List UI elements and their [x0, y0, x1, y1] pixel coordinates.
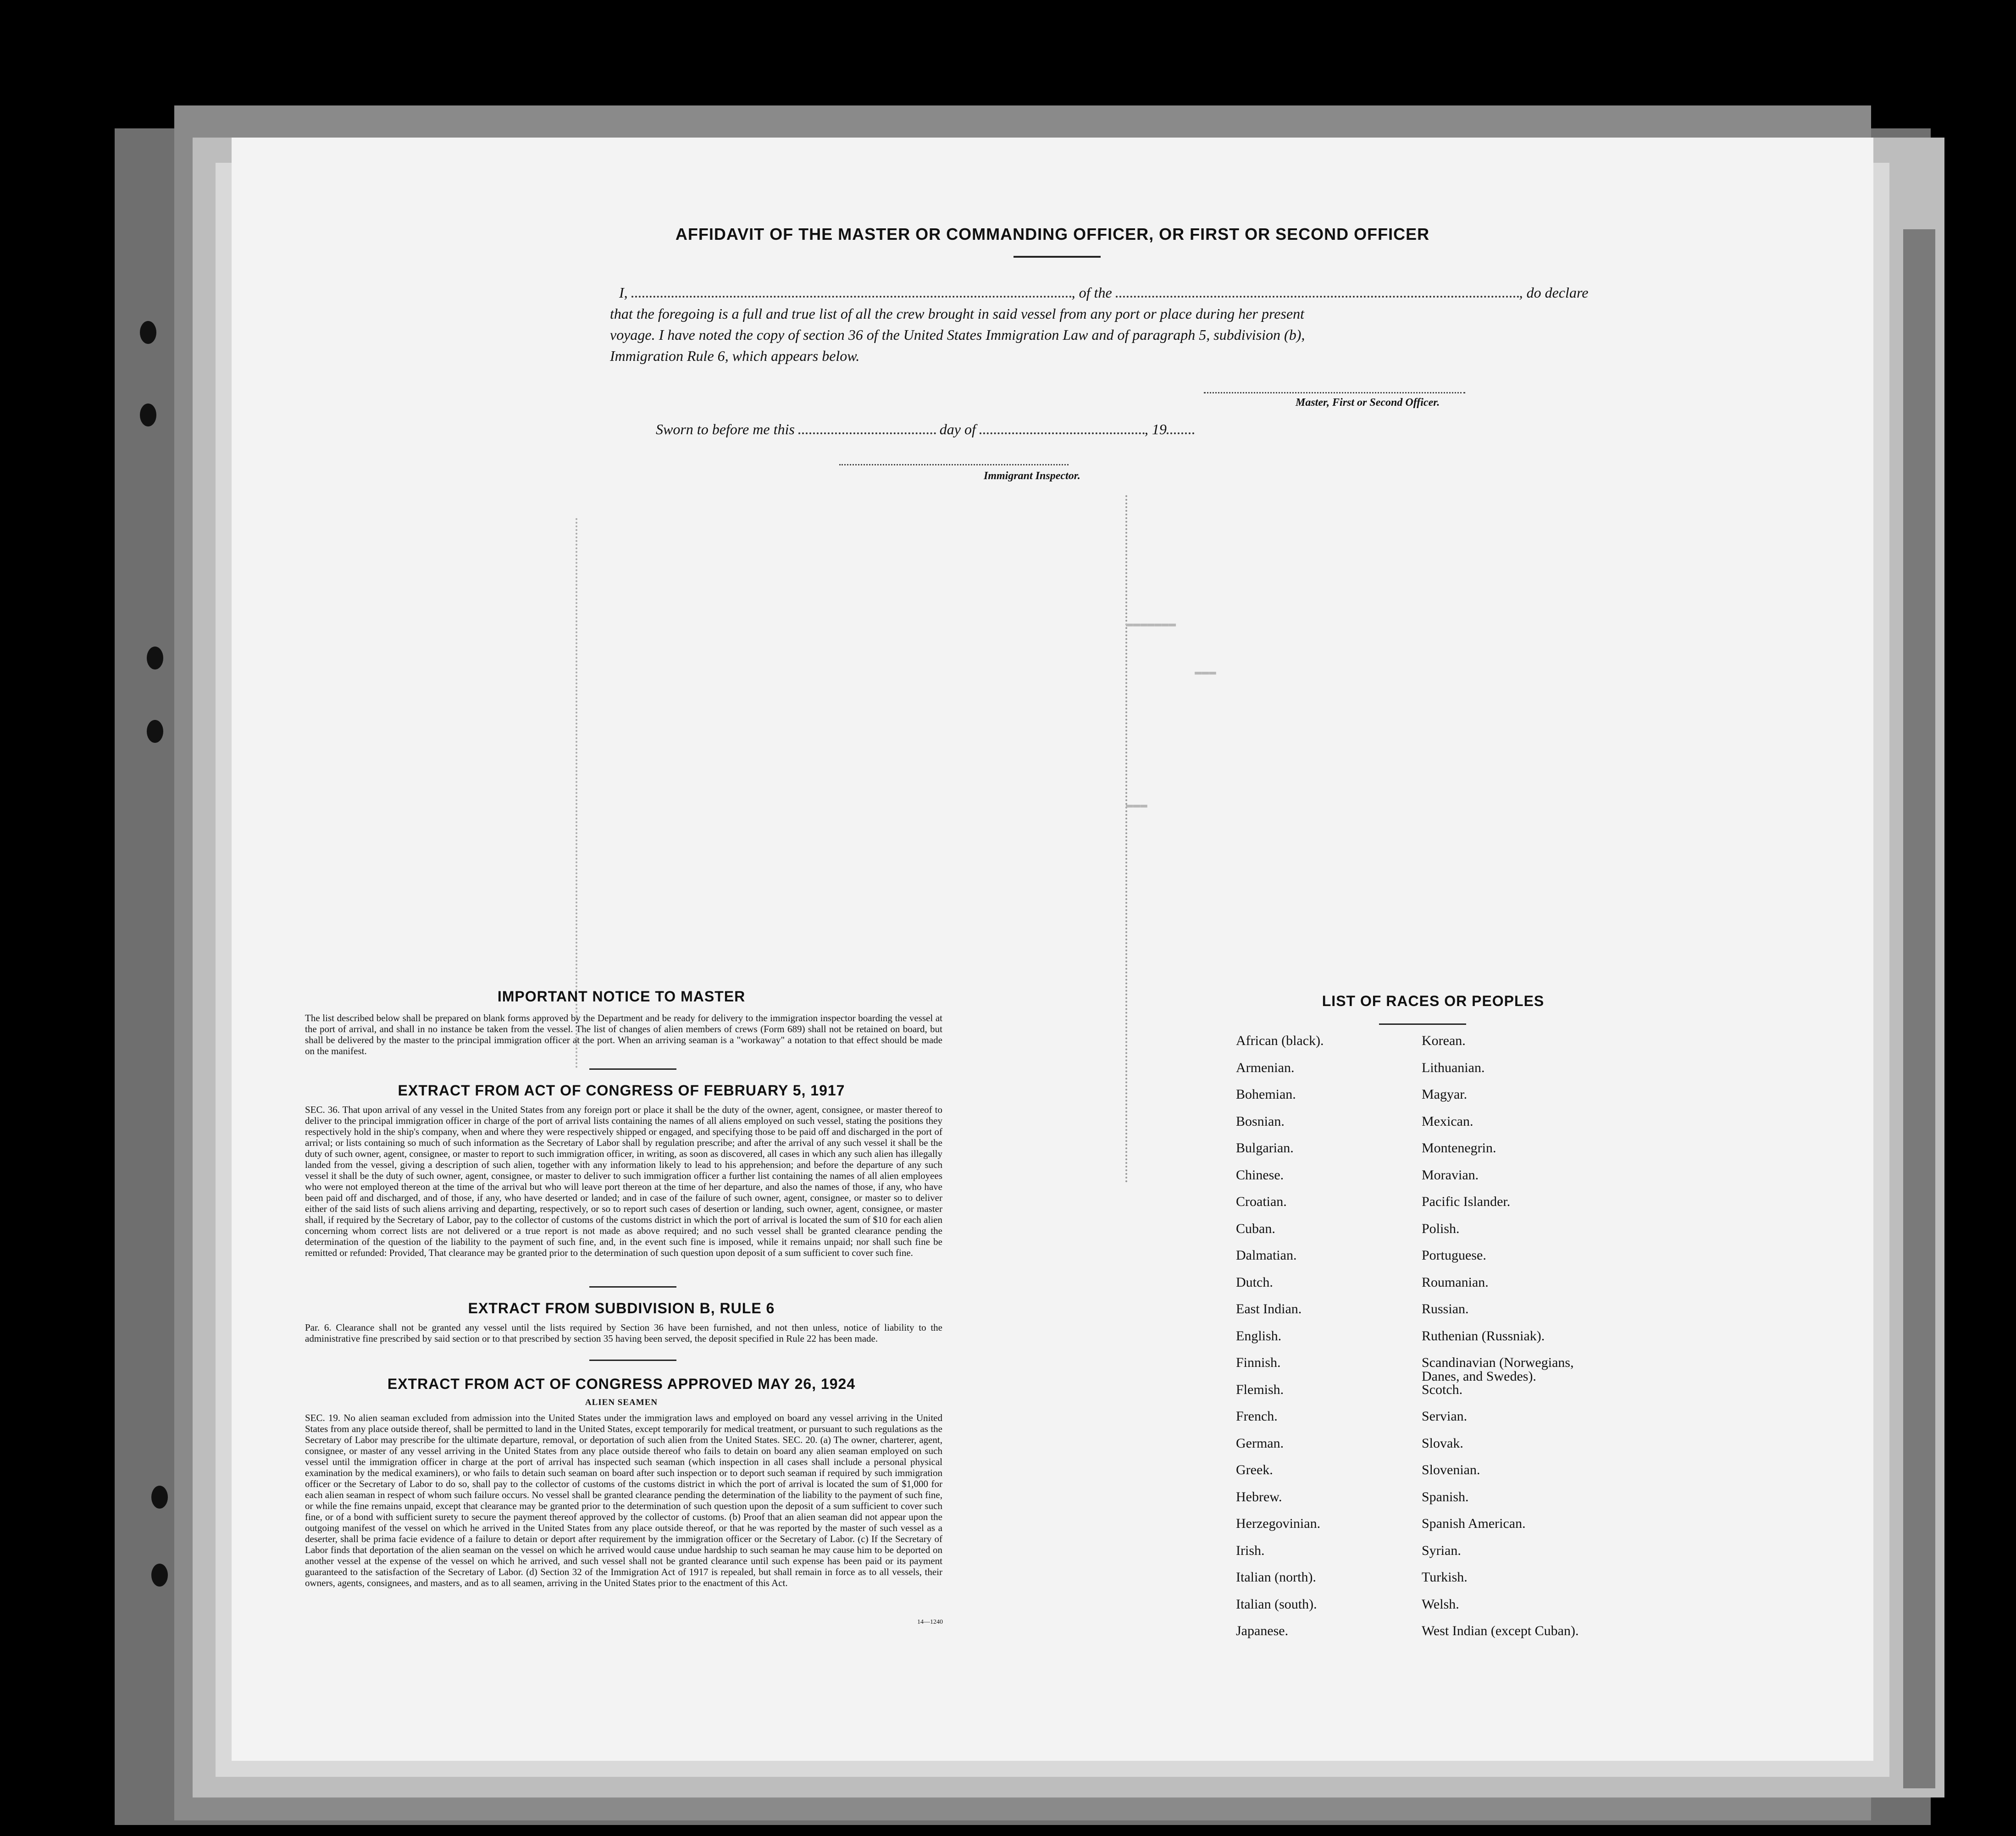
race-item: East Indian. — [1236, 1301, 1302, 1316]
extract-1924-subtitle: ALIEN SEAMEN — [585, 1398, 658, 1407]
races-title: LIST OF RACES OR PEOPLES — [1322, 993, 1545, 1009]
affidavit-of-the: , of the — [1071, 284, 1112, 301]
binder-hole — [151, 1564, 168, 1587]
race-item: Flemish. — [1236, 1382, 1284, 1397]
race-item: Hebrew. — [1236, 1489, 1282, 1504]
extract-rule6-title: EXTRACT FROM SUBDIVISION B, RULE 6 — [468, 1300, 775, 1316]
race-item: African (black). — [1236, 1033, 1324, 1048]
race-item: Russian. — [1422, 1301, 1469, 1316]
binder-hole — [151, 1486, 168, 1509]
binder-hole — [147, 720, 163, 743]
race-item: Ruthenian (Russniak). — [1422, 1328, 1545, 1344]
bleed-through-dots — [1125, 495, 1129, 1183]
vessel-blank[interactable] — [1116, 296, 1519, 298]
affidavit-line-4: Immigration Rule 6, which appears below. — [610, 348, 860, 364]
affidavit-line-2: that the foregoing is a full and true list of all the crew brought in said vessel from any port or place during her present — [610, 305, 1304, 322]
race-item: Dalmatian. — [1236, 1248, 1297, 1263]
affidavit-line-1 — [619, 284, 1729, 301]
affidavit-i: I, — [619, 284, 628, 301]
race-item: Slovak. — [1422, 1435, 1463, 1451]
race-item: Magyar. — [1422, 1087, 1468, 1102]
bleed-through-text: ▬▬▬▬▬▬▬ — [1126, 617, 1176, 630]
sworn-text: Sworn to before me this — [656, 421, 795, 437]
race-item: Chinese. — [1236, 1167, 1284, 1183]
binder-hole — [140, 321, 156, 344]
sworn-year-blank[interactable] — [1167, 432, 1194, 434]
section-divider — [589, 1360, 676, 1361]
section-divider — [589, 1286, 676, 1288]
extract-1917-title: EXTRACT FROM ACT OF CONGRESS OF FEBRUARY 5, 1917 — [398, 1082, 845, 1099]
race-item: French. — [1236, 1409, 1278, 1424]
notice-body: The list described below shall be prepared on blank forms approved by the Department and be ready for delivery to the immigration inspector boarding the vessel at the port of arrival, and shall in no instance be taken from the vessel. The list of changes of alien members of crews (Form 689) shall not be retained on board, but shall be delivered by the master to the principal immigration officer at the port. When an arriving seaman is a "workaway" a notation to that effect should be made on the manifest. — [305, 1012, 942, 1056]
notice-title: IMPORTANT NOTICE TO MASTER — [497, 988, 746, 1005]
race-item: Croatian. — [1236, 1194, 1287, 1209]
race-item: Cuban. — [1236, 1221, 1275, 1236]
race-item: Korean. — [1422, 1033, 1466, 1048]
race-item: Moravian. — [1422, 1167, 1479, 1183]
race-item: Greek. — [1236, 1462, 1273, 1477]
race-item: Bosnian. — [1236, 1113, 1285, 1129]
race-item: Welsh. — [1422, 1596, 1459, 1612]
race-item: Lithuanian. — [1422, 1060, 1485, 1075]
race-item: Montenegrin. — [1422, 1140, 1496, 1156]
day-of-text: day of — [939, 421, 976, 437]
year-text: , 19 — [1144, 421, 1167, 437]
extract-1924-body: SEC. 19. No alien seaman excluded from admission into the United States under the immigration laws and employed on board any vessel arriving in the United States from any place outside thereof, shall be permitted to land in the United States, except temporarily for medical treatment, or pursuant to such regulations as the Secretary of Labor may prescribe for the ultimate departure, removal, or deportation of such alien from the United States. SEC. 20. (a) The owner, charterer, agent, consignee, or master of any vessel arriving in the United States from any place outside thereof who fails to detain on board any alien seaman employed on such vessel until the immigration officer in charge at the port of arrival has inspected such seaman (which inspection in all cases shall include a personal physical examination by the medical examiners), or who fails to detain such seaman on board after such inspection or to deport such seaman if required by such immigration officer or the Secretary of Labor to do so, shall pay to the collector of customs of the customs district in which the port of arrival is located the sum of $1,000 for each alien seaman in respect of whom such failure occurs. No vessel shall be granted clearance pending the determination of the liability to the payment of such fine, or while the fine remains unpaid, except that clearance may be granted prior to the determination of such question upon the deposit of a sum sufficient to cover such fine, or of a bond with sufficient surety to secure the payment thereof approved by the collector of customs. (b) Proof that an alien seaman did not appear upon the outgoing manifest of the vessel on which he arrived in the United States from any place outside thereof, or that he was reported by the master of such vessel as a deserter, shall be prima facie evidence of a failure to detain or deport after requirement by the immigration officer or the Secretary of Labor. (c) If the Secretary of Labor finds that deportation of the alien seaman on the vessel on which he arrived would cause undue hardship to such seaman he may cause him to be deported on another vessel at the expense of the vessel on which he arrived, and such vessel shall not be granted clearance until such expense has been paid or its payment guaranteed to the satisfaction of the Secretary of Labor. (d) Section 32 of the Immigration Act of 1917 is repealed, but shall remain in force as to all vessels, their owners, agents, consignees, and masters, and as to all seamen, arriving in the United States prior to the enactment of this Act. — [305, 1412, 942, 1588]
race-item: Scotch. — [1422, 1382, 1463, 1397]
inspector-signature-line[interactable] — [839, 464, 1069, 465]
bleed-through-text: ▬▬▬ — [1126, 798, 1147, 812]
race-item: Bohemian. — [1236, 1087, 1296, 1102]
bleed-through-dots — [576, 518, 579, 1068]
race-item: Spanish. — [1422, 1489, 1469, 1504]
sworn-day-blank[interactable] — [798, 432, 936, 434]
race-item: Turkish. — [1422, 1570, 1468, 1585]
back-sheet-edge-strip — [1903, 229, 1935, 1788]
race-item: Finnish. — [1236, 1355, 1281, 1370]
race-item: Spanish American. — [1422, 1516, 1526, 1531]
inspector-signature-label: Immigrant Inspector. — [984, 470, 1080, 482]
race-item: Servian. — [1422, 1409, 1468, 1424]
race-item: Dutch. — [1236, 1274, 1273, 1290]
extract-1924-title: EXTRACT FROM ACT OF CONGRESS APPROVED MAY 26, 1924 — [387, 1376, 856, 1392]
race-item: Polish. — [1422, 1221, 1460, 1236]
master-signature-line[interactable] — [1204, 392, 1465, 393]
race-item: Pacific Islander. — [1422, 1194, 1511, 1209]
race-item: German. — [1236, 1435, 1284, 1451]
race-item: English. — [1236, 1328, 1282, 1344]
race-item: West Indian (except Cuban). — [1422, 1623, 1579, 1638]
race-item: Herzegovinian. — [1236, 1516, 1321, 1531]
master-signature-label: Master, First or Second Officer. — [1296, 397, 1440, 409]
sworn-line — [656, 421, 1194, 438]
title-underline — [1014, 256, 1101, 258]
races-title-underline — [1379, 1023, 1466, 1025]
bleed-through-text: ▬▬▬ — [1195, 665, 1216, 679]
race-item: Irish. — [1236, 1543, 1265, 1558]
race-item: Slovenian. — [1422, 1462, 1480, 1477]
affidavit-title: AFFIDAVIT OF THE MASTER OR COMMANDING OFFICER, OR FIRST OR SECOND OFFICER — [675, 225, 1430, 243]
race-item: Italian (south). — [1236, 1596, 1317, 1612]
race-item: Roumanian. — [1422, 1274, 1489, 1290]
race-item: Portuguese. — [1422, 1248, 1486, 1263]
binder-hole — [147, 647, 163, 669]
race-item: Italian (north). — [1236, 1570, 1316, 1585]
affidavit-declare: , do declare — [1519, 284, 1589, 301]
document-page — [232, 138, 1873, 1761]
binder-hole — [140, 404, 156, 426]
race-item: Bulgarian. — [1236, 1140, 1294, 1156]
race-item: Mexican. — [1422, 1113, 1473, 1129]
race-item: Armenian. — [1236, 1060, 1295, 1075]
name-blank[interactable] — [631, 296, 1072, 298]
form-number: 14—1240 — [917, 1619, 943, 1626]
race-item: Syrian. — [1422, 1543, 1461, 1558]
affidavit-line-3: voyage. I have noted the copy of section 36 of the United States Immigration Law and of paragraph 5, subdivision (b), — [610, 326, 1305, 343]
extract-1917-body: SEC. 36. That upon arrival of any vessel in the United States from any foreign port or place it shall be the duty of the owner, agent, consignee, or master thereof to deliver to the principal immigration officer in charge of the port of arrival lists containing the names of all aliens employed on such vessel, stating the positions they respectively hold in the ship's company, when and where they were respectively shipped or engaged, and specifying those to be paid off and discharged in the port of arrival; or lists containing so much of such information as the Secretary of Labor shall by regulation prescribe; and after the arrival of any such vessel it shall be the duty of such owner, agent, consignee, or master to report to such immigration officer, in writing, as soon as discovered, all cases in which any such alien has illegally landed from the vessel, giving a description of such alien, together with any information likely to lead to his apprehension; and before the departure of any such vessel it shall be the duty of such owner, agent, consignee, or master to deliver to such immigration officer a further list containing the names of all alien employees who were not employed thereon at the time of the arrival but who will leave port thereon at the time of her departure, and also the names of those, if any, who have been paid off and discharged, and of those, if any, who have deserted or landed; and in case of the failure of such owner, agent, consignee, or master so to deliver either of the said lists of such aliens arriving and departing, respectively, or so to report such cases of desertion or landing, such owner, agent, consignee, or master shall, if required by the Secretary of Labor, pay to the collector of customs of the customs district in which the port of arrival is located the sum of $10 for each alien concerning whom correct lists are not delivered or a true report is not made as above required; and no such vessel shall be granted clearance pending the determination of the question of the liability to the payment of such fine, and, in the event such fine is imposed, while it remains unpaid; nor shall such fine be remitted or refunded: Provided, That clearance may be granted prior to the determination of such question upon deposit of a sum sufficient to cover such fine. — [305, 1104, 942, 1258]
sworn-month-blank[interactable] — [980, 432, 1145, 434]
section-divider — [589, 1068, 676, 1070]
extract-rule6-body: Par. 6. Clearance shall not be granted any vessel until the lists required by Section 36 have been furnished, and not then unless, notice of liability to the administrative fine prescribed by said section or to that prescribed by section 35 having been served, the deposit specified in Rule 22 has been made. — [305, 1322, 942, 1344]
race-item: Japanese. — [1236, 1623, 1289, 1638]
race-item: Scandinavian (Norwegians, Danes, and Swedes). — [1422, 1355, 1574, 1384]
